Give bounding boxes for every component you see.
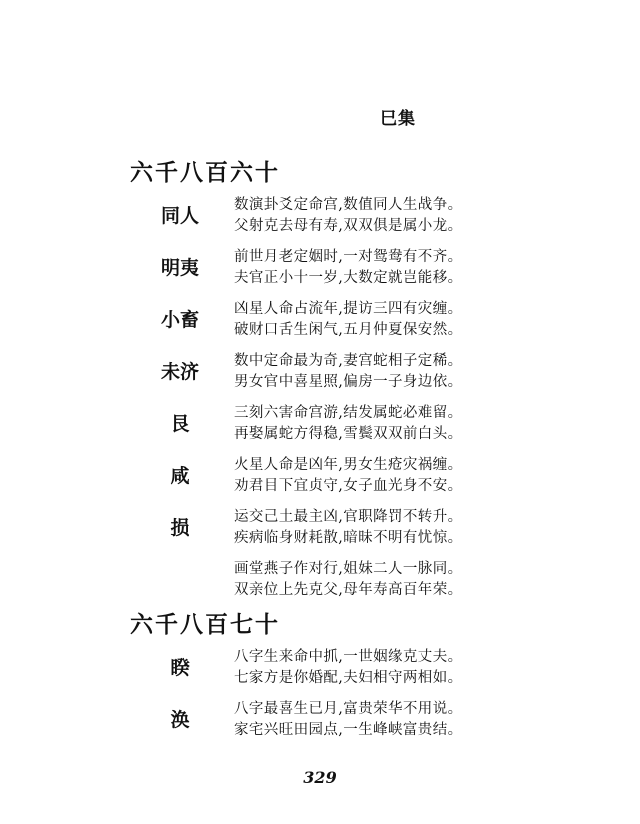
entry-label: [160, 556, 200, 600]
verse-line: 家宅兴旺田园点,一生峰峡富贵结。: [234, 722, 463, 738]
entry: [0, 504, 640, 548]
entry-label: 未济: [160, 360, 199, 383]
section-heading: 六千八百七十: [130, 611, 280, 638]
verse-line: 双亲位上先克父,母年寿高百年荣。: [234, 582, 463, 598]
section-heading: 六千八百六十: [130, 159, 280, 186]
entry-label: 损: [170, 516, 190, 539]
verse-line: 八字最喜生已月,富贵荣华不用说。: [234, 701, 463, 717]
entry: [0, 296, 640, 340]
verse-line: 火星人命是凶年,男女生疮灾祸缠。: [234, 457, 463, 473]
verse-line: 男女官中喜星照,偏房一子身边依。: [234, 374, 463, 390]
verse-line: 凶星人命占流年,提访三四有灾缠。: [234, 301, 463, 317]
entry: [0, 244, 640, 288]
entry: [0, 192, 640, 236]
verse-line: 数演卦爻定命宫,数值同人生战争。: [234, 197, 463, 213]
entry: [0, 644, 640, 688]
verse-line: 前世月老定姻时,一对鸳鸯有不齐。: [234, 249, 463, 265]
entry: [0, 400, 640, 444]
entry-label: 涣: [170, 708, 190, 731]
entry: [0, 556, 640, 600]
entry-label: 同人: [160, 204, 199, 227]
verse-line: 破财口舌生闲气,五月仲夏保安然。: [234, 322, 463, 338]
verse-line: 画堂燕子作对行,姐妹二人一脉同。: [234, 561, 463, 577]
verse-line: 数中定命最为奇,妻宫蛇相子定稀。: [234, 353, 463, 369]
entry-label: 小畜: [160, 308, 199, 331]
verse-line: 七家方是你婚配,夫妇相守两相如。: [234, 670, 463, 686]
entry: [0, 348, 640, 392]
verse-line: 疾病临身财耗散,暗昧不明有忧惊。: [234, 530, 463, 546]
entry-label: 咸: [170, 464, 190, 487]
verse-line: 夫官正小十一岁,大数定就岂能移。: [234, 270, 463, 286]
entry-label: 艮: [170, 412, 190, 435]
entry: [0, 452, 640, 496]
verse-line: 再娶属蛇方得稳,雪鬓双双前白头。: [234, 426, 463, 442]
verse-line: 父射克去母有寿,双双俱是属小龙。: [234, 218, 463, 234]
verse-line: 八字生来命中抓,一世姻缘克丈夫。: [234, 649, 463, 665]
verse-line: 劝君目下宜贞守,女子血光身不安。: [234, 478, 463, 494]
entry-label: 睽: [170, 656, 190, 679]
collection-title: 巳集: [380, 109, 416, 129]
verse-line: 运交己土最主凶,官职降罚不转升。: [234, 509, 463, 525]
verse-line: 三刻六害命宫游,结发属蛇必难留。: [234, 405, 463, 421]
page-number: 329: [303, 768, 337, 787]
entry: [0, 696, 640, 740]
entry-label: 明夷: [160, 256, 199, 279]
